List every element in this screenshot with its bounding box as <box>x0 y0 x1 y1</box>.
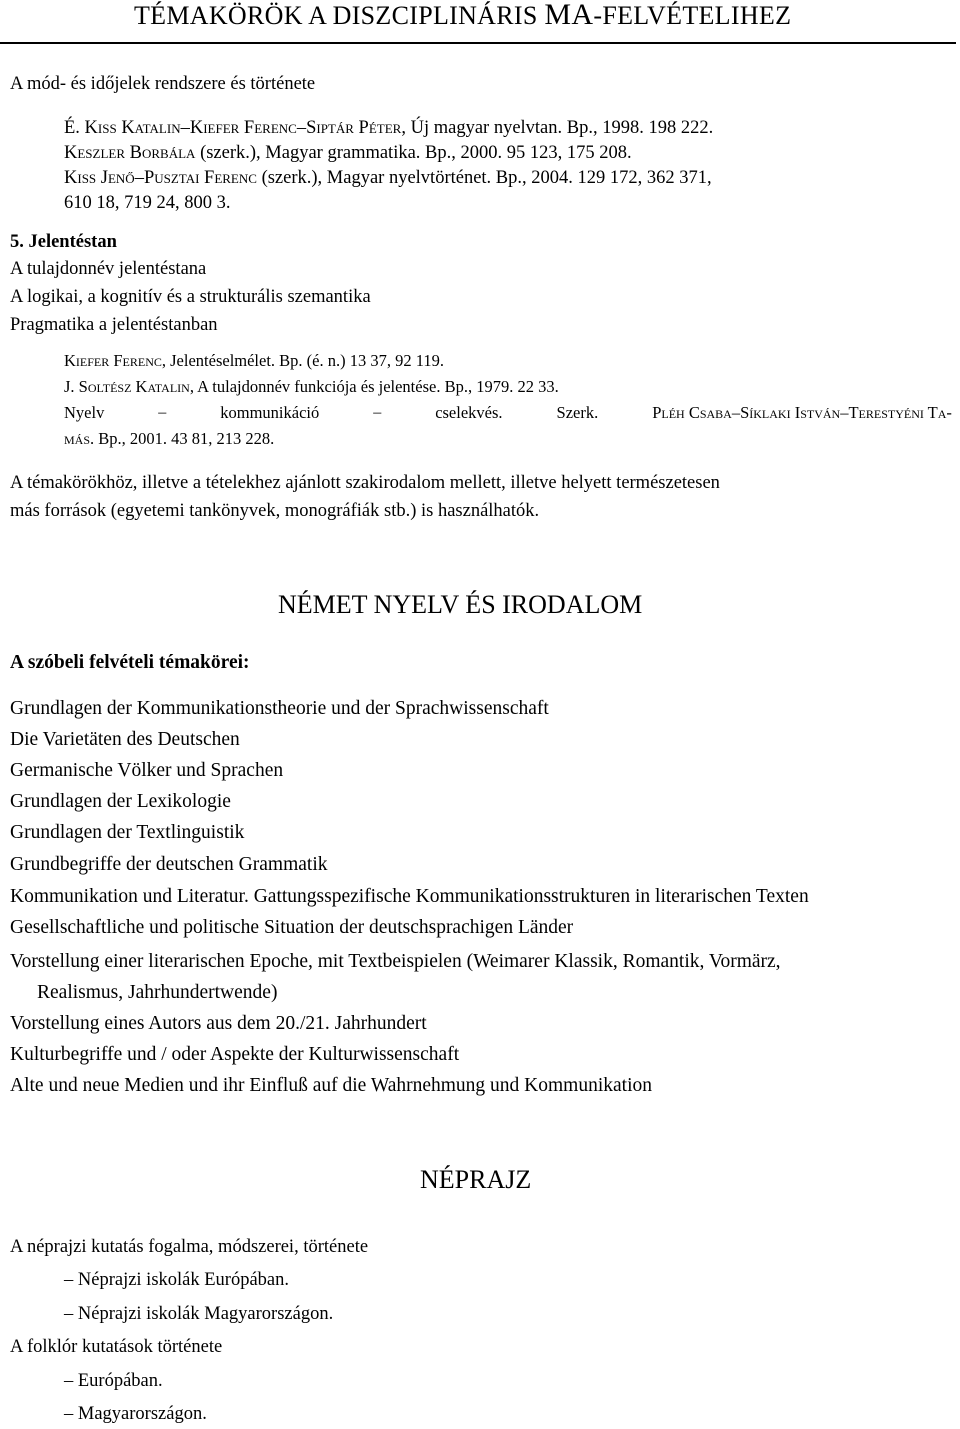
topic-item: Die Varietäten des Deutschen <box>10 729 240 750</box>
header-rule <box>0 42 956 44</box>
subtopic-item: – Európában. <box>64 1371 163 1391</box>
section-heading-jelentestan: 5. Jelentéstan <box>10 232 117 252</box>
page-header-title: TÉMAKÖRÖK A DISZCIPLINÁRIS MA-FELVÉTELIHEZ <box>134 0 792 31</box>
topic-item: A tulajdonnév jelentéstana <box>10 259 207 279</box>
reference-3: Kiss Jenő–Pusztai Ferenc (szerk.), Magyar nyelvtörténet. Bp., 2004. 129 172, 362 371, <box>64 168 712 188</box>
note-line-2: más források (egyetemi tankönyvek, monográfiák stb.) is használhatók. <box>10 501 540 521</box>
section-title-nemet: NÉMET NYELV ÉS IRODALOM <box>278 590 643 619</box>
reference-3: Nyelv – kommunikáció – cselekvés. Szerk. Pléh Csaba–Síklaki István–Terestyéni Ta- <box>64 403 952 422</box>
topic-item: Pragmatika a jelentéstanban <box>10 315 218 335</box>
subtopic-item: – Magyarországon. <box>64 1404 207 1424</box>
topic-item: Kommunikation und Literatur. Gattungsspezifische Kommunikationsstrukturen in literarischen Texten <box>10 886 809 907</box>
topic-item: Vorstellung eines Autors aus dem 20./21. Jahrhundert <box>10 1013 427 1034</box>
topic-item: Germanische Völker und Sprachen <box>10 760 284 781</box>
reference-2: J. Soltész Katalin, A tulajdonnév funkciója és jelentése. Bp., 1979. 22 33. <box>64 377 559 396</box>
topic-item: A logikai, a kognitív és a strukturális szemantika <box>10 287 371 307</box>
topic-item: Gesellschaftliche und politische Situation der deutschsprachigen Länder <box>10 917 574 938</box>
section-heading-modido: A mód- és időjelek rendszere és története <box>10 74 316 94</box>
topic-item: Kulturbegriffe und / oder Aspekte der Kulturwissenschaft <box>10 1044 460 1065</box>
reference-1: Kiefer Ferenc, Jelentéselmélet. Bp. (é. n.) 13 37, 92 119. <box>64 351 445 370</box>
subtopic-item: – Néprajzi iskolák Európában. <box>64 1270 290 1290</box>
topic-item: Grundlagen der Kommunikationstheorie und der Sprachwissenschaft <box>10 698 549 719</box>
topic-item: A néprajzi kutatás fogalma, módszerei, története <box>10 1237 369 1257</box>
topic-item-continued: Realismus, Jahrhundertwende) <box>37 982 278 1003</box>
topic-item: Alte und neue Medien und ihr Einfluß auf die Wahrnehmung und Kommunikation <box>10 1075 652 1096</box>
subtopic-item: – Néprajzi iskolák Magyarországon. <box>64 1304 334 1324</box>
topic-item: Vorstellung einer literarischen Epoche, mit Textbeispielen (Weimarer Klassik, Romantik, Vormärz, <box>10 951 781 972</box>
reference-3-continued: más. Bp., 2001. 43 81, 213 228. <box>64 429 275 448</box>
oral-exam-subheading: A szóbeli felvételi témakörei: <box>10 652 250 673</box>
section-title-neprajz: NÉPRAJZ <box>420 1165 532 1194</box>
reference-1: É. Kiss Katalin–Kiefer Ferenc–Siptár Péter, Új magyar nyelvtan. Bp., 1998. 198 222. <box>64 118 714 138</box>
topic-item: Grundlagen der Lexikologie <box>10 791 231 812</box>
topic-item: Grundlagen der Textlinguistik <box>10 822 245 843</box>
reference-3-continued: 610 18, 719 24, 800 3. <box>64 193 231 213</box>
topic-item: A folklór kutatások története <box>10 1337 223 1357</box>
topic-item: Grundbegriffe der deutschen Grammatik <box>10 854 328 875</box>
note-line-1: A témakörökhöz, illetve a tételekhez ajánlott szakirodalom mellett, illetve helyett természetesen <box>10 473 720 493</box>
reference-2: Keszler Borbála (szerk.), Magyar grammatika. Bp., 2000. 95 123, 175 208. <box>64 143 632 163</box>
